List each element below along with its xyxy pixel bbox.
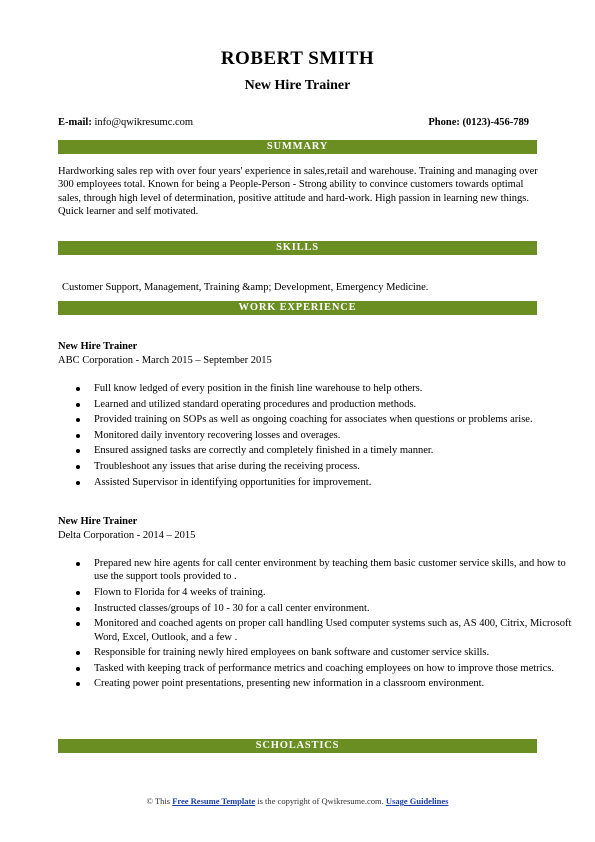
phone-value: (0123)-456-789	[462, 117, 529, 128]
list-item: Full know ledged of every position in the finish line warehouse to help others.	[94, 382, 574, 395]
list-item: Creating power point presentations, presenting new information in a classroom environment.	[94, 677, 574, 690]
list-item: Monitored daily inventory recovering losses and overages.	[94, 429, 574, 442]
job-2-title: New Hire Trainer	[58, 516, 138, 527]
list-item: Provided training on SOPs as well as ongoing coaching for associates when questions or problems arise.	[94, 413, 574, 426]
scholastics-heading: SCHOLASTICS	[58, 739, 537, 753]
list-item: Flown to Florida for 4 weeks of training.	[94, 586, 574, 599]
job-2-meta: Delta Corporation - 2014 – 2015	[58, 530, 196, 541]
email-line	[58, 117, 193, 128]
summary-text: Hardworking sales rep with over four years' experience in sales,retail and warehouse. Training and managing over 300 employees total. Known for being a People-Person - Strong ability to convince customers towards optimal sales, through high level of determination, positive attitude and hard-work. High passion in learning new things. Quick learner and self motivated.	[58, 166, 538, 218]
free-resume-template-link[interactable]: Free Resume Template	[172, 796, 256, 806]
list-item: Prepared new hire agents for call center environment by teaching them basic customer service skills, and how to use the support tools provided to .	[94, 557, 574, 584]
footer-prefix: © This	[146, 796, 171, 806]
list-item: Instructed classes/groups of 10 - 30 for a call center environment.	[94, 602, 574, 615]
phone-line	[428, 117, 529, 128]
list-item: Monitored and coached agents on proper call handling Used computer systems such as, AS 400, Citrix, Microsoft Word, Excel, Outlook, and a few .	[94, 617, 574, 644]
work-experience-heading: WORK EXPERIENCE	[58, 301, 537, 315]
job-2-bullet-list	[58, 557, 574, 693]
list-item: Responsible for training newly hired employees on bank software and customer service skills.	[94, 646, 574, 659]
usage-guidelines-link[interactable]: Usage Guidelines	[385, 796, 449, 806]
copyright-footer	[0, 796, 595, 806]
list-item: Tasked with keeping track of performance metrics and coaching employees on how to improve those metrics.	[94, 662, 574, 675]
footer-middle: is the copyright of Qwikresume.com.	[257, 796, 384, 806]
list-item: Troubleshoot any issues that arise during the receiving process.	[94, 460, 574, 473]
list-item: Learned and utilized standard operating procedures and production methods.	[94, 398, 574, 411]
summary-heading: SUMMARY	[58, 140, 537, 154]
candidate-title: New Hire Trainer	[244, 78, 351, 93]
candidate-name: ROBERT SMITH	[220, 48, 375, 69]
job-1-meta: ABC Corporation - March 2015 – September 2015	[58, 355, 272, 366]
skills-text: Customer Support, Management, Training &amp; Development, Emergency Medicine.	[62, 282, 429, 293]
job-1-bullet-list	[58, 382, 574, 491]
email-value: info@qwikresumc.com	[94, 117, 194, 128]
job-1-title: New Hire Trainer	[58, 341, 138, 352]
skills-heading: SKILLS	[58, 241, 537, 255]
phone-label: Phone:	[428, 117, 460, 128]
list-item: Ensured assigned tasks are correctly and completely finished in a timely manner.	[94, 444, 574, 457]
list-item: Assisted Supervisor in identifying opportunities for improvement.	[94, 476, 574, 489]
email-label: E-mail:	[58, 117, 92, 128]
